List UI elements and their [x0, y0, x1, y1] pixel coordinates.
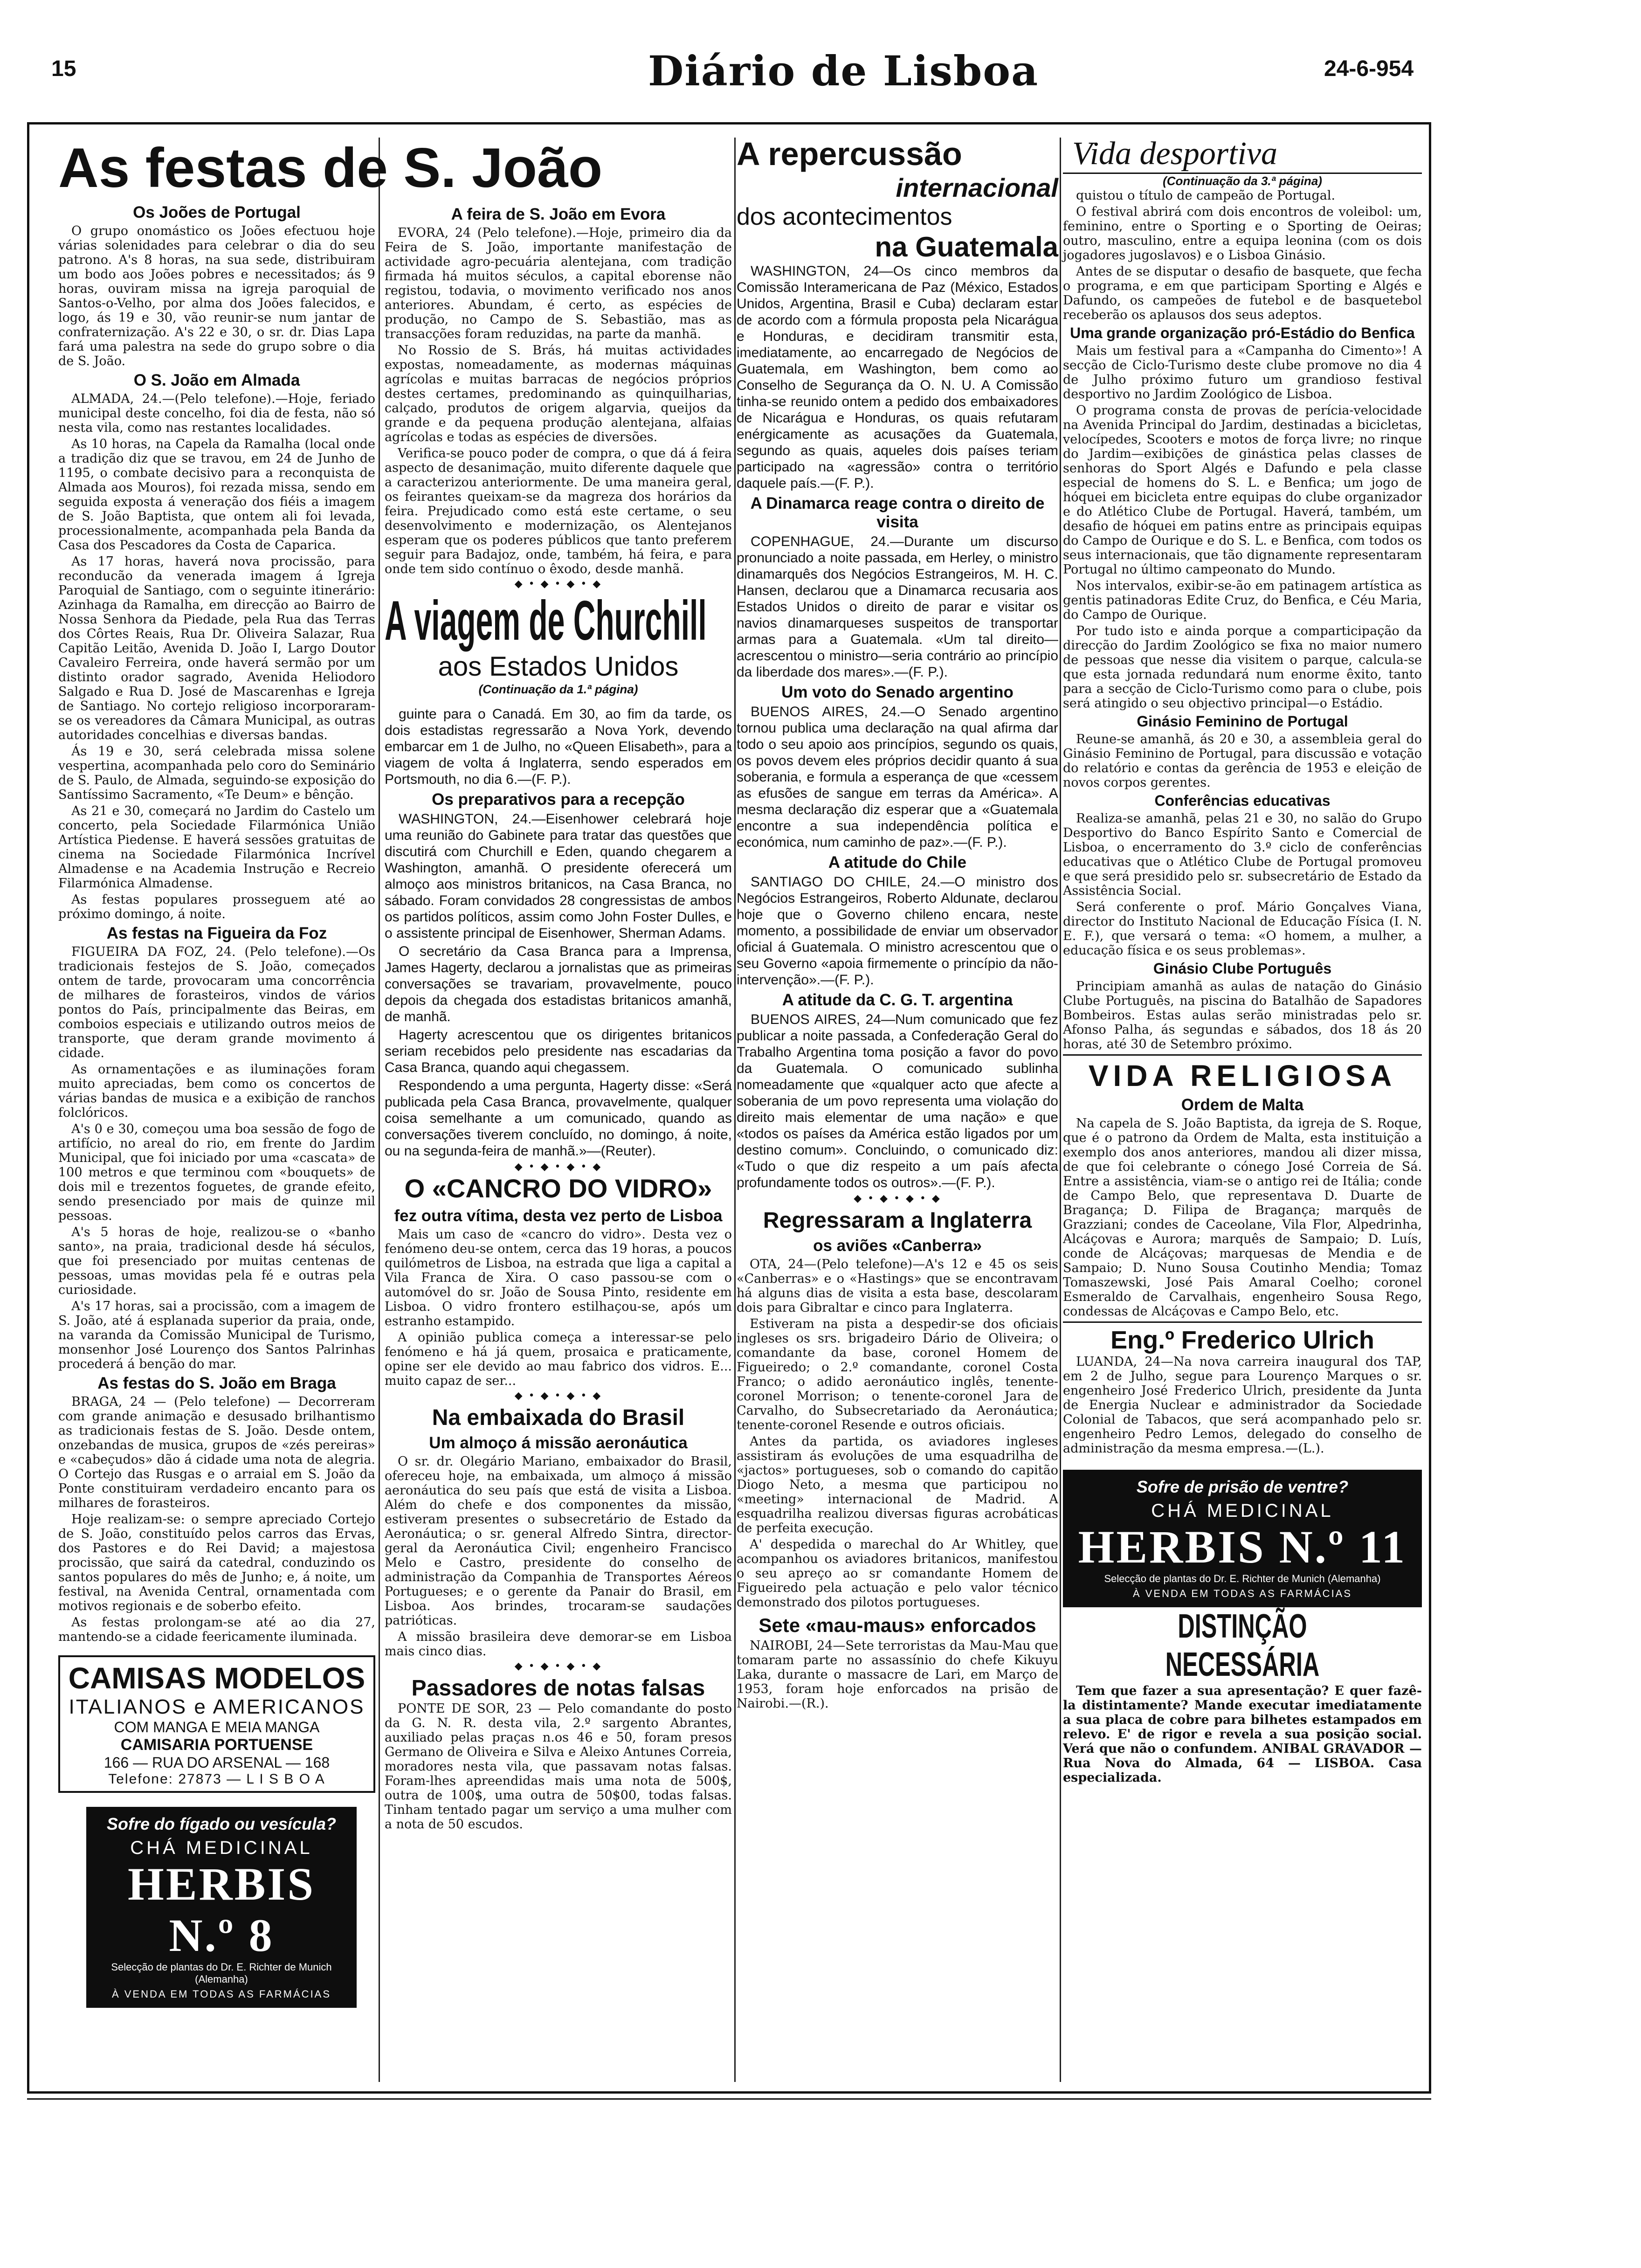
- subhead: os aviões «Canberra»: [813, 1237, 982, 1255]
- headline-passadores: Passadores de notas falsas: [411, 1676, 705, 1701]
- page-header: [0, 0, 1641, 117]
- article-text: Mais um festival para a «Campanha do Cimento»! A secção de Ciclo-Turismo deste clube promove no dia 4 de Julho próximo futuro um grandioso festival desportivo no Jardim Zoológico de Lisboa.: [1063, 344, 1422, 401]
- article-text: Por tudo isto e ainda porque a comparticipação da direcção do Jardim Zoológico se fixa no maior numero de pessoas que nesse dia visitem o parque, calcula-se que esta jornada redundará num enorme êxito, tanto para a secção de Ciclo-Turismo como para o clube, pois será atingido o seu objectivo principal—o Estádio.: [1063, 624, 1422, 711]
- divider: [1063, 1321, 1422, 1323]
- ad-line: À VENDA EM TODAS AS FARMÁCIAS: [111, 1988, 331, 2000]
- article-text: guinte para o Canadá. Em 30, ao fim da tarde, os dois estadistas regressarão a Nova York, devendo embarcar em 1 de Julho, no «Queen Elisabeth», para a viagem de volta á Inglaterra, sendo esperados em Portsmouth, no dia 6.—(F. P.).: [385, 706, 732, 787]
- subhead: O S. João em Almada: [133, 371, 300, 389]
- ad-line: Sofre do fígado ou vesícula?: [106, 1814, 337, 1833]
- ad-line: 166 — RUA DO ARSENAL — 168: [103, 1754, 330, 1771]
- column-rule: [734, 138, 736, 2082]
- subhead: A Dinamarca reage contra o direito de visita: [750, 494, 1045, 531]
- headline-churchill-sub: aos Estados Unidos: [438, 651, 679, 682]
- ad-title: HERBIS N.º 11: [1078, 1521, 1407, 1573]
- article-text: LUANDA, 24—Na nova carreira inaugural dos TAP, em 2 de Julho, segue para Lourenço Marques o sr. engenheiro José Frederico Ulrich, presidente da Junta de Energia Nuclear e administrador da Sociedade Colonial de Tabacos, que será acompanhado pelo sr. engenheiro Pedro Lemos, delegado do conselho de administração da mesma empresa.—(L.).: [1063, 1355, 1422, 1456]
- article-text: O programa consta de provas de perícia-velocidade na Avenida Principal do Jardim, destinadas a bicicletas, velocípedes, Scooters e motos de força livre; no rinque do Jardim—exibições de ginástica pelas classes de senhoras do Sport Algés e Dafundo e pela classe especial de homens do S. L. e Benfica; um jogo de hóquei em bicicleta entre equipas do clube organizador e do Atlético Clube de Portugal. Haverá, também, um desafio de hóquei em patins entre as principais equipas do Campo de Ourique e do S. L. e Benfica, com todos os seus internacionais, que tão dignamente representaram Portugal no último campeonato do Mundo.: [1063, 403, 1422, 577]
- headline-festas-sao-joao: As festas de S. João: [58, 137, 603, 199]
- article-text: Ás 19 e 30, será celebrada missa solene vespertina, acompanhada pelo coro do Seminário de S. Paulo, de Almada, seguindo-se exposição do Santíssimo Sacramento, «Te Deum» e bênção.: [58, 744, 375, 802]
- divider: [1063, 1054, 1422, 1056]
- subhead: Ordem de Malta: [1181, 1096, 1304, 1114]
- headline-mau-maus: Sete «mau-maus» enforcados: [758, 1614, 1036, 1636]
- subhead: Um almoço á missão aeronáutica: [429, 1434, 688, 1452]
- headline-line: dos acontecimentos: [737, 203, 952, 230]
- article-text: WASHINGTON, 24.—Eisenhower celebrará hoje uma reunião do Gabinete para tratar das questões que discutirá com Churchill e Eden, quando chegarem a Washington, amanhã. O presidente oferecerá um almoço aos ministros britanicos, na Casa Branca, no sábado. Foram convidados 28 congressistas de ambos os partidos políticos, assim como John Foster Dulles, e o assistente principal de Eisenhower, Sherman Adams.: [385, 811, 732, 941]
- subhead: Um voto do Senado argentino: [781, 683, 1014, 701]
- ad-herbis-8: [86, 1807, 357, 2008]
- article-text: Reune-se amanhã, ás 20 e 30, a assembleia geral do Ginásio Feminino de Portugal, para discussão e votação do relatório e contas da gerência de 1953 e eleição de novos corpos gerentes.: [1063, 732, 1422, 790]
- article-text: A opinião publica começa a interessar-se pelo fenómeno e há já quem, prosaica e praticamente, opine ser ele devido ao mau fabrico dos vidros. E... muito capaz de ser...: [385, 1330, 732, 1388]
- ad-line: À VENDA EM TODAS AS FARMÁCIAS: [1132, 1588, 1352, 1599]
- ad-line: CAMISARIA PORTUENSE: [120, 1736, 313, 1754]
- headline-churchill: A viagem de Churchill: [385, 589, 707, 652]
- headline-regressaram: Regressaram a Inglaterra: [763, 1208, 1032, 1233]
- separator: ◆ • ◆ • ◆ • ◆: [854, 1193, 941, 1204]
- subhead: Os preparativos para a recepção: [432, 790, 685, 809]
- article-text: Estiveram na pista a despedir-se dos oficiais ingleses os srs. brigadeiro Dário de Oliveira; o comandante da base, coronel Homem de Figueiredo; o 2.º comandante, coronel Costa Franco; o adido aeronáutico inglês, tenente-coronel Morrison; o tenente-coronel Jara de Carvalho, do Subsecretariado da Aeronáutica; tenente-coronel Resende e outros oficiais.: [737, 1317, 1058, 1432]
- article-text: O secretário da Casa Branca para a Imprensa, James Hagerty, declarou a jornalistas que as primeiras conversações se travariam, provavelmente, pouco depois da chegada dos estadistas britanicos amanhã, de manhã.: [385, 944, 732, 1024]
- ad-line: COM MANGA E MEIA MANGA: [114, 1719, 320, 1736]
- article-text: FIGUEIRA DA FOZ, 24. (Pelo telefone).—Os tradicionais festejos de S. João, começados ontem de tarde, provocaram uma concorrência de milhares de forasteiros, vindos de vários pontos do País, principalmente das Beiras, em comboios especiais e utilizando outros meios de transporte, que deram grande movimento á cidade.: [58, 945, 375, 1060]
- article-text: Antes da partida, os aviadores ingleses assistiram ás evoluções de uma esquadrilha de «jactos» portugueses, sob o comando do capitão Diogo Neto, a mesma que participou no «meeting» internacional de Madrid. A esquadrilha realizou diversas figuras acrobáticas de perfeita execução.: [737, 1434, 1058, 1535]
- subhead: Os Joões de Portugal: [133, 203, 301, 221]
- article-text: No Rossio de S. Brás, há muitas actividades expostas, nomeadamente, as modernas máquinas agrícolas e muitas barracas de negócios próprios destes certames, predominando as quinquilharias, calçado, produtos de origem algarvia, queijos da grande e da pequena produção alentejana, alfaias agrícolas e todas as espécies de diversões.: [385, 343, 732, 444]
- ad-title: HERBIS N.º 8: [128, 1858, 315, 1961]
- separator: ◆ • ◆ • ◆ • ◆: [514, 1390, 602, 1402]
- subhead: A atitude do Chile: [828, 853, 967, 871]
- column-4: [1063, 135, 1422, 2084]
- article-text: As ornamentações e as iluminações foram muito apreciadas, bem como os concertos de várias bandas de musica e a exibição de ranchos folclóricos.: [58, 1062, 375, 1120]
- article-text: Será conferente o prof. Mário Gonçalves Viana, director do Instituto Nacional de Educação Física (I. N. E. F.), que versará o tema: «O homem, a mulher, a educação física e os seus problemas».: [1063, 900, 1422, 958]
- article-text: As 17 horas, haverá nova procissão, para reconducão da venerada imagem á Igreja Paroquial de Santiago, com o seguinte itinerário: Azinhaga da Ramalha, em direcção ao Bairro de Nossa Senhora da Piedade, pela Rua das Terras dos Côrtes Reais, Rua Dr. Oliveira Salazar, Rua Capitão Leitão, Avenida D. João I, Largo Doutor Cavaleiro Ferreira, onde haverá sermão por um distinto orador sagrado, Avenida Heliodoro Salgado e Rua D. José de Mascarenhas e Igreja de Santiago. No cortejo religioso incorporaram-se os vereadores da Câmara Municipal, as outras autoridades concelhias e diversas bandas.: [58, 554, 375, 742]
- column-rule: [1060, 138, 1061, 2082]
- article-text: WASHINGTON, 24—Os cinco membros da Comissão Interamericana de Paz (México, Estados Unidos, Argentina, Brasil e Cuba) declaram estar de acordo com a fórmula proposta pela Nicarágua e Honduras, e decidiram transmitir esta, imediatamente, ao encarregado de Negócios de Guatemala, em Washington, bem como ao Conselho de Segurança da O. N. U. A Comissão tinha-se reunido ontem a pedido dos embaixadores de Nicarágua e Honduras, os quais refutaram enérgicamente as acusações da Guatemala, segundo as quais, aqueles dois países teriam participado na «agressão» contra o território daquele país.—(F. P.).: [737, 263, 1058, 491]
- article-text: Realiza-se amanhã, pelas 21 e 30, no salão do Grupo Desportivo do Banco Espírito Santo e Comercial de Lisboa, o encerramento do 3.º ciclo de conferências educativas que o Atlético Clube de Portugal promoveu e que será presidido pelo sr. subsecretário de Estado da Assistência Social.: [1063, 811, 1422, 898]
- headline-vida-desportiva: Vida desportiva: [1063, 135, 1422, 174]
- headline-distincao: DISTINÇÃO NECESSÁRIA: [1165, 1608, 1320, 1683]
- article-text: A's 0 e 30, começou uma boa sessão de fogo de artifício, no areal do rio, em frente do Jardim Municipal, que foi iniciado por uma «cascata» de 100 metros e que terminou com «bouquets» de dois mil e trezentos foguetes, de grande efeito, sendo presenciado por mais de quinze mil pessoas.: [58, 1122, 375, 1223]
- bottom-rule: [27, 2098, 1431, 2100]
- subhead: As festas do S. João em Braga: [97, 1374, 336, 1392]
- article-text: As festas populares prosseguem até ao próximo domingo, á noite.: [58, 892, 375, 921]
- article-text: A's 5 horas de hoje, realizou-se o «banho santo», na praia, tradicional desde há séculos, que foi presenciado por muitas centenas de pessoas, umas movidas pela fé e outras pela curiosidade.: [58, 1225, 375, 1297]
- article-text: OTA, 24—(Pelo telefone)—A's 12 e 45 os seis «Canberras» e o «Hastings» que se encontravam há alguns dias de visita a esta base, descolaram dois para Gibraltar e cinco para Inglaterra.: [737, 1257, 1058, 1315]
- article-text: O sr. dr. Olegário Mariano, embaixador do Brasil, ofereceu hoje, na embaixada, um almoço á missão aeronáutica do seu país que está de visita a Lisboa. Além do chefe e dos componentes da missão, estiveram presentes o subsecretário de Estado da Aeronáutica; o sr. general Alfredo Sintra, director-geral da Aeronáutica Civil; engenheiro Francisco Melo e Castro, presidente do conselho de administração da Companhia de Transportes Aéreos Portugueses; e o gerente da Panair do Brasil, em Lisboa. Aos brindes, trocaram-se saudações patrióticas.: [385, 1454, 732, 1628]
- column-3: [737, 135, 1058, 2084]
- article-text: Na capela de S. João Baptista, da igreja de S. Roque, que é o patrono da Ordem de Malta, esta instituição a exemplo dos anos anteriores, mandou ali dizer missa, de que foi celebrante o cónego José Correia de Sá. Entre a assistência, viam-se o antigo rei de Itália; conde de Campo Belo, que representava D. Duarte de Bragança; D. Filipa de Bragança; marquês de Grazziani; condes de Caceolane, Vila Flor, Alpedrinha, Alcáçovas e Aurora; marquês de Sampaio; D. Luís, conde de Alcáçovas; marquesas de Mendia e de Sampaio; D. Nuno Sousa Coutinho Mendia; Tomaz Tomaszewski, José Pais Amaral Coelho; coronel Esmeraldo de Carvalhais, engenheiro Sousa Rego, condessas de Alcáçovas e Campo Belo, etc.: [1063, 1116, 1422, 1319]
- article-text: Verifica-se pouco poder de compra, o que dá á feira aspecto de desanimação, muito diferente daquele que a caracterizou anteriormente. De uma maneira geral, os feirantes queixam-se da magreza dos horários da feira. Prejudicado como está este certame, o seu desenvolvimento e modernização, os Alentejanos esperam que os poderes públicos que tanto preferem seguir para Badajoz, onde, também, há feira, e para onde tem sido contínuo o êxodo, desde manhã.: [385, 446, 732, 576]
- separator: ◆ • ◆ • ◆ • ◆: [514, 1161, 602, 1173]
- headline-frederico-ulrich: Eng.º Frederico Ulrich: [1110, 1326, 1374, 1354]
- article-text: As festas prolongam-se até ao dia 27, mantendo-se a cidade feericamente iluminada.: [58, 1615, 375, 1644]
- column-rule: [379, 138, 380, 2082]
- article-text: Mais um caso de «cancro do vidro». Desta vez o fenómeno deu-se ontem, cerca das 19 horas, a poucos quilómetros de Lisboa, na estrada que liga a capital a Vila Franca de Xira. O caso passou-se com o automóvel do sr. João de Sousa Pinto, residente em Lisboa. O vidro frontero estilhaçou-se, após um estranho estampido.: [385, 1227, 732, 1328]
- headline-line: na Guatemala: [875, 231, 1058, 263]
- issue-date: 24-6-954: [1324, 56, 1414, 81]
- article-text: SANTIAGO DO CHILE, 24.—O ministro dos Negócios Estrangeiros, Roberto Aldunate, declarou hoje que o Governo chileno encara, neste momento, a possibilidade de enviar um observador oficial á Guatemala. O ministro acrescentou que o seu Governo «apoia firmemente o princípio da não-intervenção».—(F. P.).: [737, 874, 1058, 988]
- article-text: Nos intervalos, exibir-se-ão em patinagem artística as gentis patinadoras Edite Cruz, do Benfica, e Céu Maria, do Campo de Ourique.: [1063, 579, 1422, 622]
- continuation-note: (Continuação da 3.ª página): [1163, 174, 1322, 188]
- ad-line: Selecção de plantas do Dr. E. Richter de Munich (Alemanha): [1104, 1573, 1381, 1584]
- subhead: Ginásio Feminino de Portugal: [1137, 713, 1348, 730]
- continuation-note: (Continuação da 1.ª página): [478, 682, 638, 696]
- article-text: A's 17 horas, sai a procissão, com a imagem de S. João, até á esplanada superior da praia, onde, na varanda da Comissão Municipal de Turismo, monsenhor José Lourenço dos Santos Palrinhas procederá á benção do mar.: [58, 1299, 375, 1371]
- article-text: Antes de se disputar o desafio de basquete, que fecha o programa, e em que participam Sporting e Algés e Dafundo, os campeões de futebol e de basquetebol receberão os aplausos dos seus adeptos.: [1063, 264, 1422, 322]
- article-text: Principiam amanhã as aulas de natação do Ginásio Clube Português, na piscina do Batalhão de Sapadores Bombeiros. Estas aulas serão ministradas pelo sr. Afonso Palha, ás segundas e sábados, dos 18 ás 20 horas, até 30 de Setembro próximo.: [1063, 979, 1422, 1051]
- article-text: As 10 horas, na Capela da Ramalha (local onde a tradição diz que se travou, em 24 de Junho de 1195, o combate decisivo para a reconquista de Almada aos Mouros), foi rezada missa, sendo em seguida exposta á veneração dos fiéis a imagem de S. João Baptista, que ontem ali foi levada, processionalmente, acompanhada pela Banda da Casa dos Pescadores da Costa de Caparica.: [58, 437, 375, 553]
- headline-vida-religiosa: VIDA RELIGIOSA: [1088, 1059, 1397, 1093]
- ad-line: Telefone: 27873 — L I S B O A: [108, 1771, 325, 1787]
- headline-embaixada: Na embaixada do Brasil: [432, 1405, 685, 1430]
- ad-line: ITALIANOS e AMERICANOS: [69, 1695, 365, 1718]
- article-text: PONTE DE SOR, 23 — Pelo comandante do posto da G. N. R. desta vila, 2.º sargento Abrantes, auxiliado pelas praças n.os 46 e 50, foram presos Germano de Oliveira e Silva e Aleixo Antunes Correia, moradores nesta vila, que passavam notas falsas. Foram-lhes apreendidas mais uma nota de 500$, outra de 100$, uma outra de 50$00, todas falsas. Tinham tentado pagar um serviço a uma mulher com a nota de 50 escudos.: [385, 1701, 732, 1832]
- article-text: BUENOS AIRES, 24—Num comunicado que fez publicar a noite passada, a Confederação Geral do Trabalho Argentina toma posição a favor do povo da Guatemala. O comunicado sublinha nomeadamente que «qualquer acto que afecte a soberania de um povo representa uma violação do direito mais elementar de uma nação» e que «todos os países da América estão ligados por um destino comum». Concluindo, o comunicado diz: «Tudo o que diz respeito a um país afecta profundamente todos os outros».—(F. P.).: [737, 1012, 1058, 1190]
- article-text: EVORA, 24 (Pelo telefone).—Hoje, primeiro dia da Feira de S. João, importante manifestação de actividade agro-pecuária alentejana, com tradição firmada há muitos séculos, a capital eborense não registou, todavia, o movimento verificado nos anos anteriores. Abundam, é certo, as espécies de produção, no Campo de S. Sebastião, mas as transacções foram reduzidas, na parte da manhã.: [385, 226, 732, 341]
- article-text: Hagerty acrescentou que os dirigentes britanicos seriam recebidos pelo presidente nas escadarias da Casa Branca, quando aqui chegassem.: [385, 1027, 732, 1075]
- page-number: 15: [51, 56, 76, 81]
- separator: ◆ • ◆ • ◆ • ◆: [514, 1660, 602, 1672]
- article-text: As 21 e 30, começará no Jardim do Castelo um concerto, pela Sociedade Filarmónica União Artística Piedense. E haverá sessões gratuitas de cinema na Sociedade Filarmónica Incrível Almadense e na Academia Instrução e Recreio Filarmónica Almadense.: [58, 804, 375, 891]
- article-text: COPENHAGUE, 24.—Durante um discurso pronunciado a noite passada, em Herley, o ministro dinamarquês dos Negócios Estrangeiros, M. H. C. Hansen, declarou que a Dinamarca recusaria aos Estados Unidos o direito de parar e visitar os navios dinamarqueses suspeitos de transportar armas para a Guatemala. «Um tal direito—acrescentou o ministro—seria contrário ao princípio da liberdade dos mares».—(F. P.).: [737, 534, 1058, 680]
- article-text: O festival abrirá com dois encontros de voleibol: um, feminino, entre o Sporting e o Sporting de Oeiras; outro, masculino, entre a equipa leonina (com os dois jogadores jugoslavos) e o Lisboa Ginásio.: [1063, 205, 1422, 263]
- article-text: BRAGA, 24 — (Pelo telefone) — Decorreram com grande animação e desusado brilhantismo as tradicionais festas de S. João. Desde ontem, onzebandas de musica, grupos de «zés pereiras» e «cabeçudos» dão á cidade uma nota de alegria. O Cortejo das Rusgas e o arraial em S. João da Ponte constituiram verdadeiro encanto para os milhares de forasteiros.: [58, 1395, 375, 1510]
- article-text: ALMADA, 24.—(Pelo telefone).—Hoje, feriado municipal deste concelho, foi dia de festa, não só nesta vila, como nas restantes localidades.: [58, 392, 375, 435]
- subhead: A feira de S. João em Evora: [451, 205, 666, 223]
- article-text: BUENOS AIRES, 24.—O Senado argentino tornou publica uma declaração na qual afirma dar todo o seu apoio aos princípios, segundo os quais, os povos devem eles próprios decidir quanto á sua soberania, e formula a esperança de que «cessem as efusões de sangue em terras da América». A mesma declaração diz esperar que a «Guatemala encontre a sua independência política e económica, num caminho de paz».—(F. P.).: [737, 704, 1058, 850]
- ad-line: CHÁ MEDICINAL: [1151, 1500, 1334, 1521]
- ad-line: Selecção de plantas do Dr. E. Richter de Munich (Alemanha): [111, 1961, 332, 1985]
- article-text: Tem que fazer a sua apresentação? E quer fazê-la distintamente? Mande executar imediatamente a sua placa de cobre para bilhetes estampados em relevo. E' de rigor e revela a sua posição social. Verá que não o confundem. ANIBAL GRAVADOR — Rua Nova do Almada, 64 — LISBOA. Casa especializada.: [1063, 1684, 1422, 1785]
- article-text: quistou o título de campeão de Portugal.: [1076, 188, 1336, 203]
- subhead: Uma grande organização pró-Estádio do Benfica: [1070, 325, 1415, 341]
- masthead: Diário de Lisboa: [648, 47, 1039, 95]
- ad-title: CAMISAS MODELOS: [68, 1661, 365, 1695]
- ad-camisas-modelos: [58, 1655, 375, 1793]
- headline-cancro-vidro: O «CANCRO DO VIDRO»: [404, 1174, 712, 1203]
- article-text: Hoje realizam-se: o sempre apreciado Cortejo de S. João, constituído pelos carros das Ervas, dos Pastores e do Rei David; a majestosa procissão, que sairá da catedral, conduzindo os santos populares do mês de Junho; e, á noite, um festival, na Avenida Central, ornamentada com motivos regionais e de soberbo efeito.: [58, 1512, 375, 1613]
- article-text: A' despedida o marechal do Ar Whitley, que acompanhou os aviadores britanicos, manifestou o seu apreço ao sr comandante Homem de Figueiredo pela actuação e pelo valor técnico demonstrado dos pilotos portugueses.: [737, 1537, 1058, 1610]
- column-2: [385, 135, 732, 2084]
- headline-repercussao: A repercussão: [737, 136, 962, 172]
- separator: ◆ • ◆ • ◆ • ◆: [514, 578, 602, 590]
- ad-line: CHÁ MEDICINAL: [130, 1838, 313, 1858]
- article-text: A missão brasileira deve demorar-se em Lisboa mais cinco dias.: [385, 1630, 732, 1659]
- subhead: Conferências educativas: [1154, 792, 1331, 809]
- headline-line: internacional: [896, 173, 1058, 202]
- ad-line: Sofre de prisão de ventre?: [1136, 1477, 1349, 1496]
- subhead: A atitude da C. G. T. argentina: [782, 991, 1013, 1009]
- subhead: Ginásio Clube Português: [1153, 960, 1332, 977]
- subhead: As festas na Figueira da Foz: [106, 924, 327, 942]
- subhead: fez outra vítima, desta vez perto de Lisboa: [394, 1207, 723, 1225]
- article-text: Respondendo a uma pergunta, Hagerty disse: «Será publicada pela Casa Branca, provavelmente, qualquer coisa semelhante a um comunicado, quando as conversações tiverem concluído, no domingo, á noite, ou na segunda-feira de manhã.»—(Reuter).: [385, 1078, 732, 1159]
- article-text: O grupo onomástico os Joões efectuou hoje várias solenidades para celebrar o dia do seu patrono. A's 8 horas, na sua sede, distribuiram um bodo aos Joões pobres e necessitados; ás 9 horas, ouviram missa na igreja paroquial de Santos-o-Velho, por alma dos Joões falecidos, e logo, ás 19 e 30, vão reunir-se num jantar de confraternização. A's 22 e 30, o sr. dr. Dias Lapa fará uma palestra na sede do grupo sobre o dia de S. João.: [58, 224, 375, 368]
- article-text: NAIROBI, 24—Sete terroristas da Mau-Mau que tomaram parte no assassínio do chefe Kikuyu Laka, durante o massacre de Lari, em Março de 1953, foram hoje enforcados na prisão de Nairobi.—(R.).: [737, 1639, 1058, 1711]
- ad-herbis-11: [1063, 1470, 1422, 1607]
